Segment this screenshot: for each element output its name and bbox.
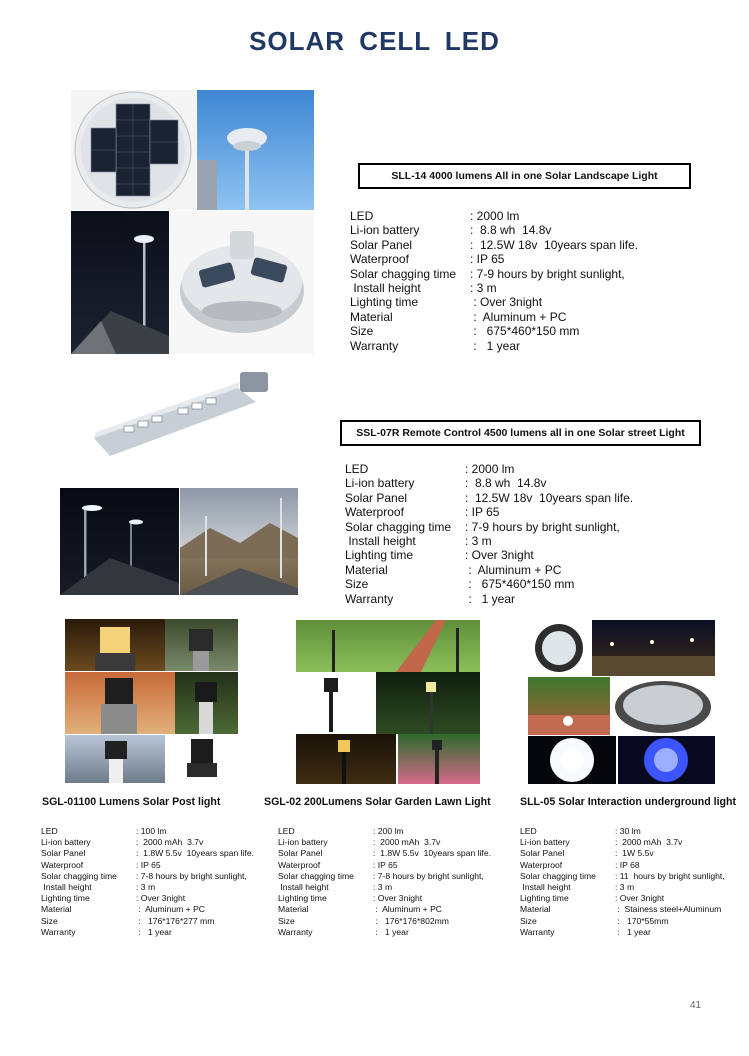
spec-label: Waterproof bbox=[350, 252, 409, 267]
landscape-light-night-photo bbox=[71, 211, 169, 354]
spec-label: Solar chagging time bbox=[41, 870, 117, 881]
spec-label: Solar chagging time bbox=[520, 870, 596, 881]
spec-value: : 1W 5.5v bbox=[615, 848, 654, 859]
sll05-name: SLL-05 Solar Interaction underground light bbox=[520, 796, 737, 808]
spec-label: LED bbox=[345, 462, 369, 476]
spec-label: Install height bbox=[278, 882, 329, 893]
garden-light-photo-3 bbox=[376, 672, 480, 734]
spec-value: : 7-8 hours by bright sunlight, bbox=[136, 870, 247, 881]
spec-value: : IP 68 bbox=[615, 859, 640, 870]
spec-value: : Over 3night bbox=[465, 548, 534, 563]
spec-label: LED bbox=[278, 826, 295, 836]
spec-label: Install height bbox=[520, 882, 571, 893]
landscape-light-sky-photo bbox=[197, 90, 314, 210]
spec-value: : 12.5W 18v 10years span life. bbox=[465, 490, 634, 505]
garden-light-photo-1 bbox=[296, 620, 480, 672]
sll05-spec-list bbox=[520, 826, 745, 938]
spec-label: Install height bbox=[350, 281, 421, 296]
spec-value: : Aluminum + PC bbox=[373, 904, 443, 915]
spec-label: Solar chagging time bbox=[350, 266, 457, 281]
street-light-night-photo bbox=[60, 488, 179, 595]
street-light-product-photo bbox=[88, 360, 278, 465]
spec-label: Material bbox=[41, 904, 72, 915]
spec-label: Lighting time bbox=[345, 548, 414, 563]
landscape-light-product-photo bbox=[170, 211, 314, 354]
spec-value: : 2000 lm bbox=[465, 462, 515, 476]
spec-label: Solar chagging time bbox=[278, 870, 354, 881]
spec-value: : Aluminum + PC bbox=[136, 904, 206, 915]
underground-light-photo-2 bbox=[592, 620, 715, 676]
spec-label: Warranty bbox=[345, 591, 394, 606]
spec-value: : 30 lm bbox=[615, 826, 641, 836]
spec-value: : 8.8 wh 14.8v bbox=[470, 223, 552, 238]
spec-label: Material bbox=[278, 904, 309, 915]
spec-label: Lighting time bbox=[278, 893, 327, 904]
ssl07r-name-box bbox=[340, 420, 701, 446]
spec-label: Waterproof bbox=[41, 859, 84, 870]
spec-label: Install height bbox=[345, 534, 416, 549]
post-light-photo-6 bbox=[165, 735, 238, 783]
spec-value: : 1 year bbox=[465, 591, 516, 606]
underground-light-photo-3 bbox=[528, 677, 610, 735]
spec-value: : 2000 mAh 3.7v bbox=[136, 837, 204, 848]
spec-value: : 675*460*150 mm bbox=[470, 324, 580, 339]
spec-value: : 3 m bbox=[136, 882, 156, 893]
spec-label: LED bbox=[350, 209, 374, 223]
post-light-photo-4 bbox=[175, 672, 238, 734]
post-light-photo-1 bbox=[65, 619, 165, 671]
spec-label: Solar Panel bbox=[345, 490, 408, 505]
spec-label: Waterproof bbox=[278, 859, 321, 870]
spec-label: Warranty bbox=[350, 338, 399, 353]
sll14-name-box bbox=[358, 163, 691, 189]
spec-value: : 1 year bbox=[136, 926, 172, 937]
post-light-photo-2 bbox=[165, 619, 238, 671]
ssl07r-spec-list bbox=[345, 462, 665, 606]
sgl02-name: SGL-02 200Lumens Solar Garden Lawn Light bbox=[264, 796, 491, 808]
sll14-spec-list bbox=[350, 209, 670, 353]
spec-label: Material bbox=[345, 562, 388, 577]
spec-value: : 12.5W 18v 10years span life. bbox=[470, 237, 639, 252]
spec-value: : 7-9 hours by bright sunlight, bbox=[470, 266, 625, 281]
spec-label: Lighting time bbox=[350, 295, 419, 310]
spec-value: : 1 year bbox=[470, 338, 521, 353]
spec-label: Size bbox=[41, 915, 58, 926]
spec-label: Size bbox=[345, 577, 369, 592]
underground-light-photo-4 bbox=[611, 677, 715, 735]
spec-value: : Over 3night bbox=[373, 893, 423, 904]
spec-value: : IP 65 bbox=[373, 859, 398, 870]
spec-label: Li-ion battery bbox=[278, 837, 328, 848]
spec-label: Size bbox=[520, 915, 537, 926]
garden-light-photo-2 bbox=[296, 672, 376, 734]
spec-value: : Aluminum + PC bbox=[470, 309, 567, 324]
spec-label: Li-ion battery bbox=[345, 476, 415, 491]
ssl07r-name: SSL-07R Remote Control 4500 lumens all in one Solar street Light bbox=[356, 427, 685, 439]
spec-label: Size bbox=[278, 915, 295, 926]
spec-value: : Stainess steel+Aluminum bbox=[615, 904, 722, 915]
spec-label: Solar Panel bbox=[41, 848, 86, 859]
round-solar-panel-photo bbox=[71, 90, 196, 210]
page-number: 41 bbox=[690, 1000, 702, 1011]
spec-label: Solar Panel bbox=[520, 848, 565, 859]
underground-light-photo-6 bbox=[618, 736, 715, 784]
spec-label: LED bbox=[520, 826, 537, 836]
garden-light-photo-5 bbox=[398, 734, 480, 784]
spec-value: : 1.8W 5.5v 10years span life. bbox=[373, 848, 491, 859]
spec-value: : Over 3night bbox=[615, 893, 665, 904]
post-light-photo-5 bbox=[65, 735, 165, 783]
spec-label: Li-ion battery bbox=[350, 223, 420, 238]
spec-label: Li-ion battery bbox=[41, 837, 91, 848]
spec-value: : 176*176*802mm bbox=[373, 915, 449, 926]
spec-label: Warranty bbox=[520, 926, 555, 937]
spec-label: LED bbox=[41, 826, 58, 836]
spec-value: : 170*55mm bbox=[615, 915, 669, 926]
spec-value: : 200 lm bbox=[373, 826, 404, 836]
sgl02-spec-list bbox=[278, 826, 506, 938]
spec-label: Material bbox=[350, 309, 393, 324]
spec-label: Size bbox=[350, 324, 374, 339]
spec-label: Li-ion battery bbox=[520, 837, 570, 848]
spec-value: : Over 3night bbox=[470, 295, 543, 310]
spec-label: Solar Panel bbox=[350, 237, 413, 252]
page-title: SOLAR CELL LED bbox=[249, 26, 500, 56]
sll14-name: SLL-14 4000 lumens All in one Solar Landscape Light bbox=[391, 170, 658, 182]
spec-value: : 1 year bbox=[373, 926, 409, 937]
spec-label: Solar chagging time bbox=[345, 519, 452, 534]
spec-value: : 176*176*277 mm bbox=[136, 915, 215, 926]
spec-value: : IP 65 bbox=[470, 252, 505, 267]
spec-label: Warranty bbox=[278, 926, 313, 937]
spec-value: : 3 m bbox=[465, 534, 492, 549]
spec-value: : 8.8 wh 14.8v bbox=[465, 476, 547, 491]
street-light-mountain-photo bbox=[180, 488, 298, 595]
spec-value: : 3 m bbox=[615, 882, 635, 893]
spec-value: : Aluminum + PC bbox=[465, 562, 562, 577]
spec-label: Install height bbox=[41, 882, 92, 893]
spec-value: : IP 65 bbox=[136, 859, 161, 870]
spec-value: : 2000 mAh 3.7v bbox=[373, 837, 441, 848]
spec-label: Lighting time bbox=[520, 893, 569, 904]
spec-value: : 11 hours by bright sunlight, bbox=[615, 870, 725, 881]
spec-label: Material bbox=[520, 904, 551, 915]
spec-value: : IP 65 bbox=[465, 505, 500, 520]
spec-value: : 1 year bbox=[615, 926, 651, 937]
garden-light-photo-4 bbox=[296, 734, 396, 784]
spec-value: : 3 m bbox=[470, 281, 497, 296]
spec-label: Lighting time bbox=[41, 893, 90, 904]
spec-label: Waterproof bbox=[345, 505, 404, 520]
spec-value: : 100 lm bbox=[136, 826, 167, 836]
spec-value: : 2000 mAh 3.7v bbox=[615, 837, 683, 848]
spec-value: : 3 m bbox=[373, 882, 393, 893]
spec-value: : 675*460*150 mm bbox=[465, 577, 575, 592]
post-light-photo-3 bbox=[65, 672, 175, 734]
underground-light-photo-1 bbox=[528, 620, 590, 676]
spec-value: : Over 3night bbox=[136, 893, 186, 904]
sgl01-spec-list bbox=[41, 826, 266, 938]
sgl01-name: SGL-01100 Lumens Solar Post light bbox=[42, 796, 221, 808]
spec-label: Warranty bbox=[41, 926, 76, 937]
spec-label: Waterproof bbox=[520, 859, 563, 870]
spec-value: : 7-9 hours by bright sunlight, bbox=[465, 519, 620, 534]
spec-label: Solar Panel bbox=[278, 848, 323, 859]
spec-value: : 2000 lm bbox=[470, 209, 520, 223]
underground-light-photo-5 bbox=[528, 736, 616, 784]
spec-value: : 1.8W 5.5v 10years span life. bbox=[136, 848, 254, 859]
spec-value: : 7-8 hours by bright sunlight, bbox=[373, 870, 484, 881]
